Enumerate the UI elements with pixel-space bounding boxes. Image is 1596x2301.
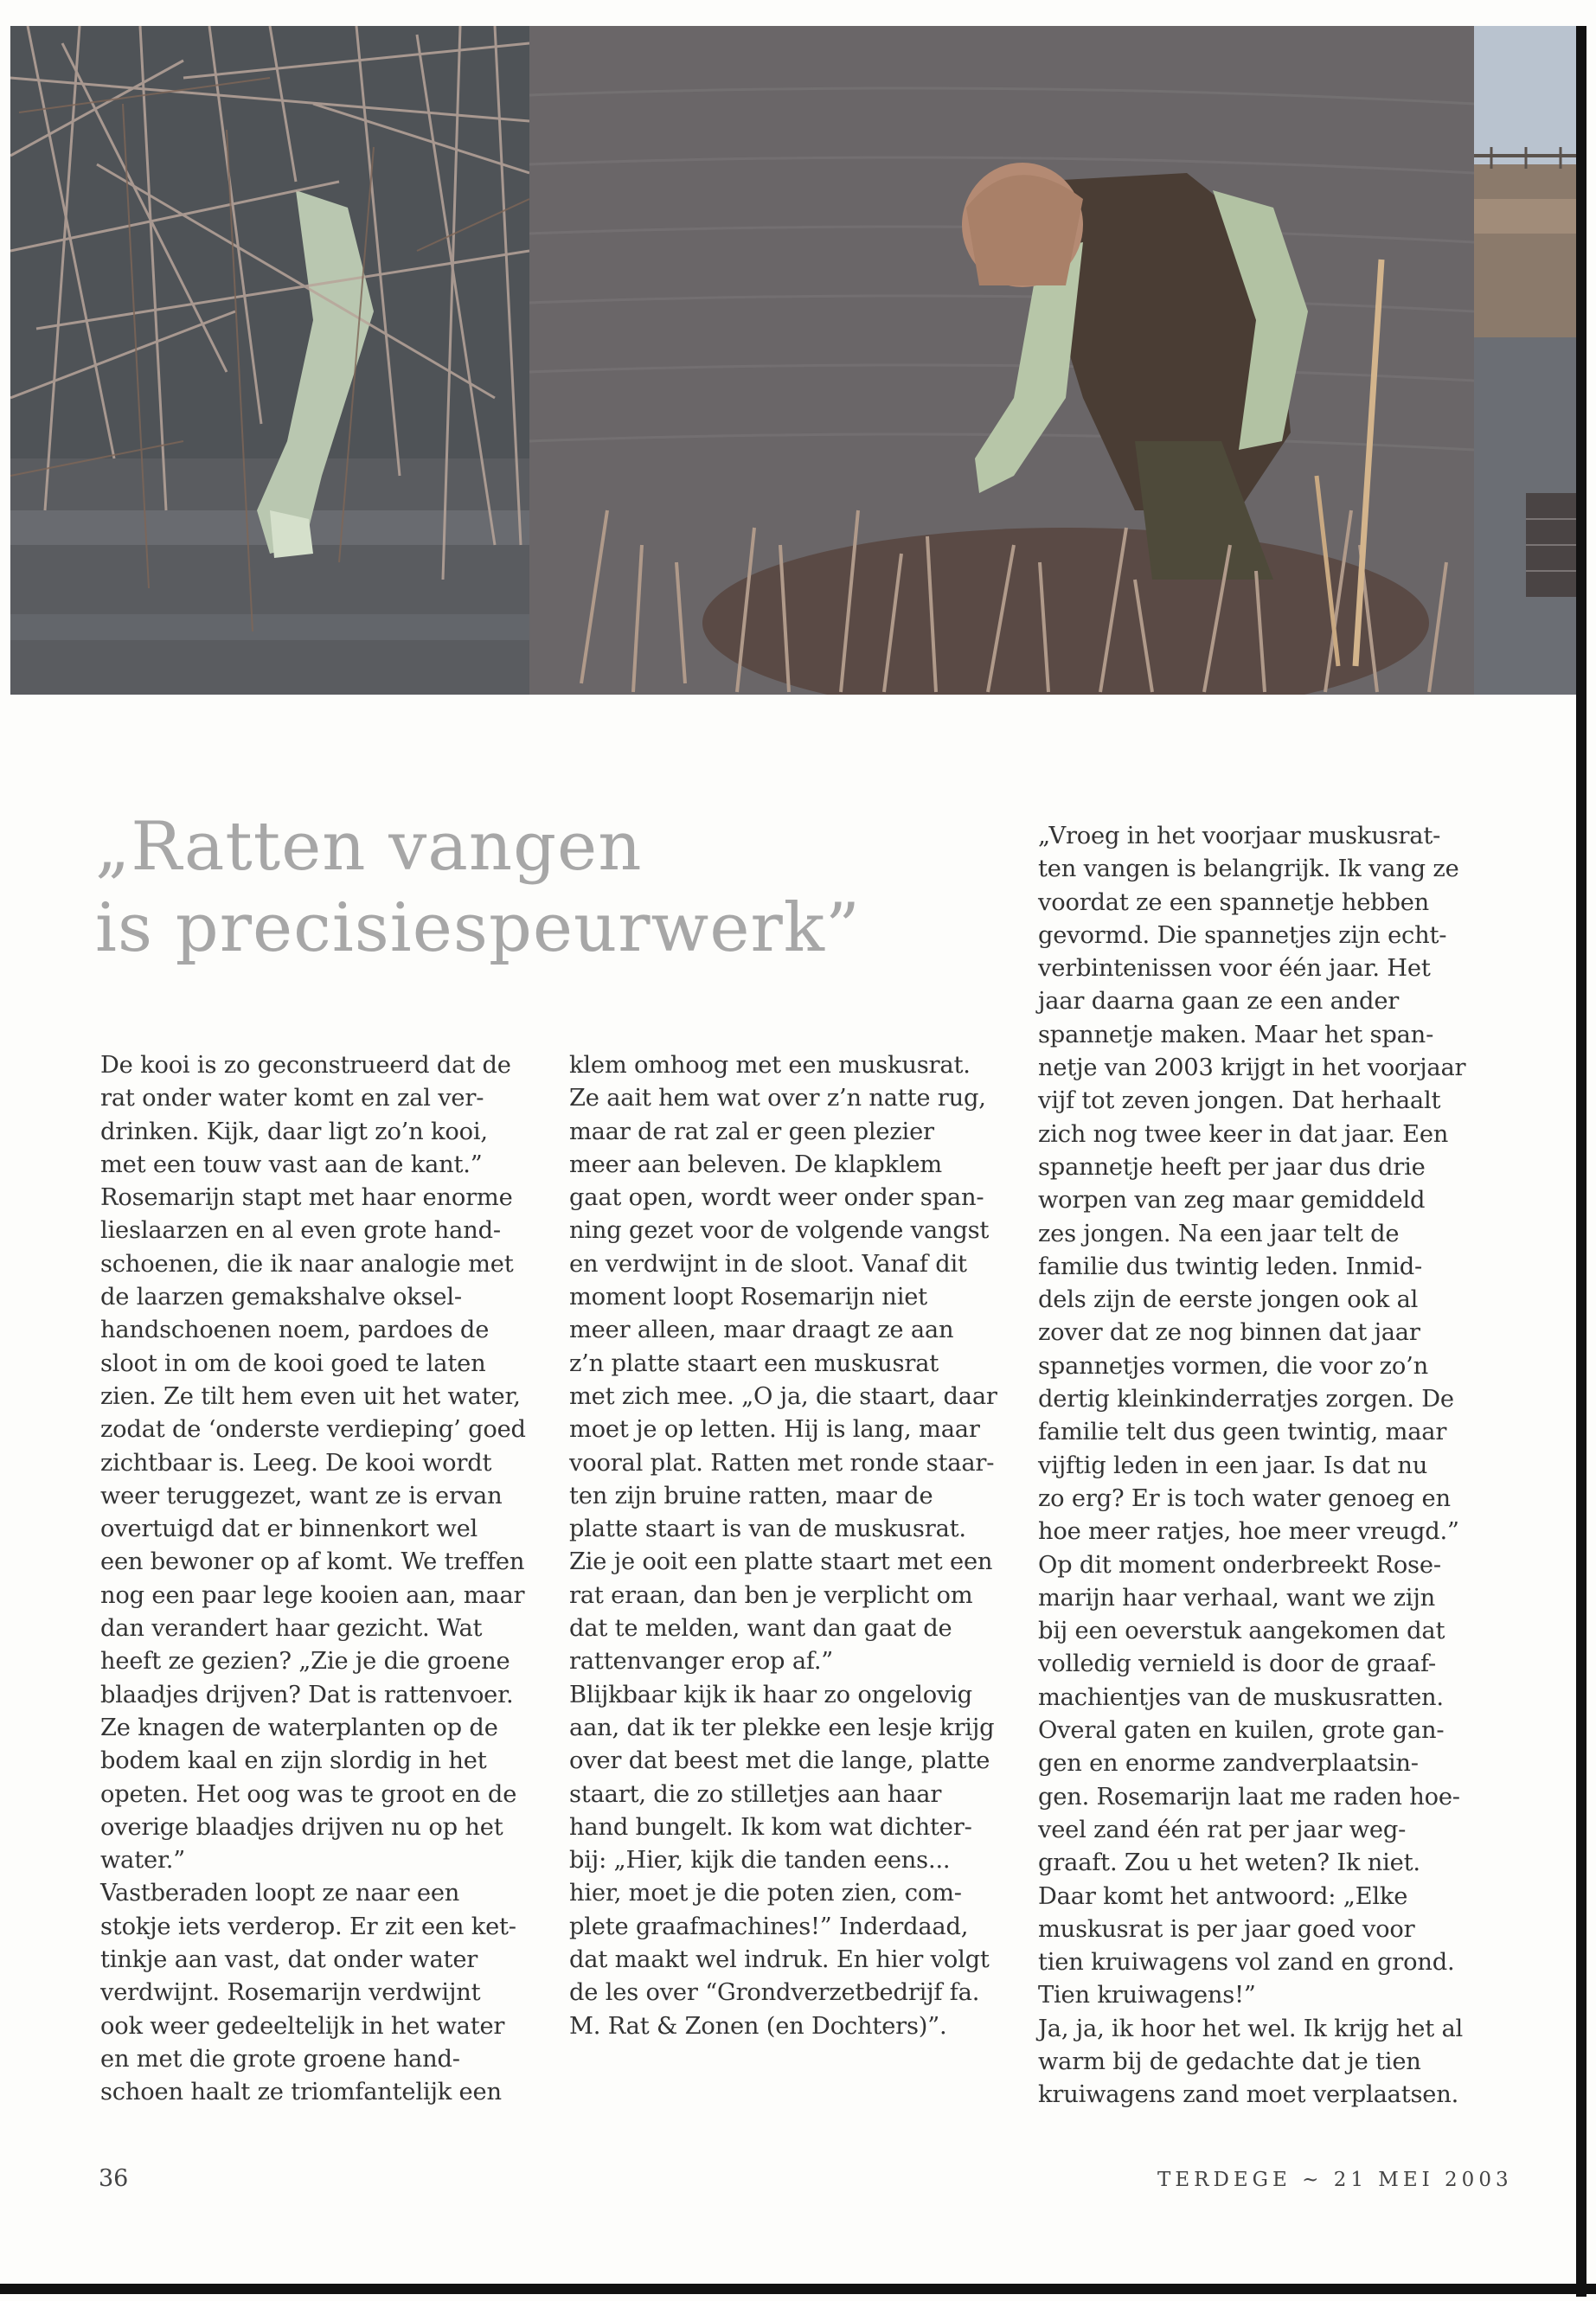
scan-edge-bottom [0,2284,1596,2294]
article-line: bij een oeverstuk aangekomen dat [1038,1618,1445,1645]
article-line: dan verandert haar gezicht. Wat [100,1615,483,1643]
headline-line-1: „Ratten vangen [95,808,643,886]
article-line: volledig vernield is door de graaf- [1038,1650,1437,1678]
article-line: platte staart is van de muskusrat. [569,1516,966,1543]
article-line: schoen haalt ze triomfantelijk een [100,2079,502,2106]
article-line: bodem kaal en zijn slordig in het [100,1747,487,1775]
article-line: vijftig leden in een jaar. Is dat nu [1038,1452,1428,1479]
article-line: dertig kleinkinderratjes zorgen. De [1038,1386,1454,1413]
article-line: tinkje aan vast, dat onder water [100,1946,478,1974]
article-line: en met die grote groene hand- [100,2045,460,2073]
article-line: warm bij de gedachte dat je tien [1038,2048,1421,2075]
article-line: rat onder water komt en zal ver- [100,1085,484,1112]
article-line: weer teruggezet, want ze is ervan [100,1482,503,1509]
photo-shoreline-with-trap [1474,26,1576,695]
article-headline [95,806,874,969]
article-line: muskusrat is per jaar goed voor [1038,1915,1415,1943]
article-line: veel zand één rat per jaar weg- [1038,1816,1407,1843]
article-line: rattenvanger erop af.” [569,1648,834,1676]
article-line: De kooi is zo geconstrueerd dat de [100,1052,511,1079]
article-line: sloot in om de kooi goed te laten [100,1349,486,1377]
article-line: schoenen, die ik naar analogie met [100,1250,514,1278]
article-line: vijf tot zeven jongen. Dat herhaalt [1038,1087,1441,1115]
text-column-3 [1038,820,1471,2112]
article-line: hoe meer ratjes, hoe meer vreugd.” [1038,1518,1459,1546]
article-line: Blijkbaar kijk ik haar zo ongelovig [569,1681,972,1708]
article-line: dels zijn de eerste jongen ook al [1038,1286,1419,1314]
article-line: rat eraan, dan ben je verplicht om [569,1581,973,1609]
article-line: heeft ze gezien? „Zie je die groene [100,1648,510,1676]
scan-edge-right [1576,26,1586,2297]
article-line: kruiwagens zand moet verplaatsen. [1038,2081,1459,2109]
article-line: machientjes van de muskusratten. [1038,1683,1444,1711]
article-line: dat maakt wel indruk. En hier volgt [569,1946,990,1974]
headline-line-2: is precisiespeurwerk” [95,889,861,967]
article-line: ning gezet voor de volgende vangst [569,1217,990,1245]
article-line: blaadjes drijven? Dat is rattenvoer. [100,1681,514,1708]
article-line: handschoenen noem, pardoes de [100,1317,490,1344]
article-line: gevormd. Die spannetjes zijn echt- [1038,921,1447,949]
article-line: plete graafmachines!” Inderdaad, [569,1913,969,1940]
article-line: over dat beest met die lange, platte [569,1747,990,1775]
article-line: met zich mee. „O ja, die staart, daar [569,1382,997,1410]
article-line: verbintenissen voor één jaar. Het [1038,955,1431,983]
article-line: hand bungelt. Ik kom wat dichter- [569,1813,972,1841]
page-number: 36 [99,2165,129,2192]
article-line: de les over “Grondverzetbedrijf fa. [569,1979,980,2007]
article-line: vooral plat. Ratten met ronde staar- [569,1449,995,1477]
article-line: met een touw vast aan de kant.” [100,1150,483,1178]
article-line: spannetje heeft per jaar dus drie [1038,1153,1426,1181]
article-line: meer aan beleven. De klapklem [569,1150,942,1178]
article-line: Vastberaden loopt ze naar een [100,1880,460,1907]
photo-woman-in-water [529,26,1474,695]
article-line: M. Rat & Zonen (en Dochters)”. [569,2012,947,2040]
article-line: zodat de ‘onderste verdieping’ goed [100,1416,526,1444]
article-line: gen en enorme zandverplaatsin- [1038,1750,1419,1778]
article-line: maar de rat zal er geen plezier [569,1118,934,1145]
article-line: zo erg? Er is toch water genoeg en [1038,1484,1451,1512]
text-column-1 [100,1049,533,2110]
article-line: Op dit moment onderbreekt Rose- [1038,1551,1441,1579]
article-line: marijn haar verhaal, want we zijn [1038,1584,1435,1612]
article-line: overige blaadjes drijven nu op het [100,1813,503,1841]
article-line: voordat ze een spannetje hebben [1038,888,1430,916]
article-line: bij: „Hier, kijk die tanden eens... [569,1847,951,1875]
photo-gloved-hand-in-reeds [10,26,529,695]
article-line: Daar komt het antwoord: „Elke [1038,1882,1408,1910]
article-line: meer alleen, maar draagt ze aan [569,1317,954,1344]
article-line: ten vangen is belangrijk. Ik vang ze [1038,856,1459,883]
article-line: tien kruiwagens vol zand en grond. [1038,1949,1455,1977]
article-line: Tien kruiwagens!” [1038,1982,1256,2009]
article-line: worpen van zeg maar gemiddeld [1038,1187,1426,1215]
article-line: familie telt dus geen twintig, maar [1038,1419,1447,1446]
article-line: zichtbaar is. Leeg. De kooi wordt [100,1449,492,1477]
article-line: drinken. Kijk, daar ligt zo’n kooi, [100,1118,488,1145]
article-line: overtuigd dat er binnenkort wel [100,1516,478,1543]
photo-strip [10,26,1576,695]
article-line: Ze knagen de waterplanten op de [100,1714,498,1741]
article-line: zich nog twee keer in dat jaar. Een [1038,1120,1449,1148]
article-line: opeten. Het oog was te groot en de [100,1780,517,1808]
article-line: zover dat ze nog binnen dat jaar [1038,1319,1420,1347]
article-line: aan, dat ik ter plekke een lesje krijg [569,1714,995,1741]
article-line: hier, moet je die poten zien, com- [569,1880,962,1907]
article-line: gaat open, wordt weer onder span- [569,1184,984,1212]
article-line: gen. Rosemarijn laat me raden hoe- [1038,1783,1460,1811]
article-line: verdwijnt. Rosemarijn verdwijnt [100,1979,481,2007]
article-line: water.” [100,1847,186,1875]
article-line: Rosemarijn stapt met haar enorme [100,1184,513,1212]
article-line: stokje iets verderop. Er zit een ket- [100,1913,516,1940]
article-line: z’n platte staart een muskusrat [569,1349,939,1377]
article-line: jaar daarna gaan ze een ander [1038,988,1400,1016]
article-line: graaft. Zou u het weten? Ik niet. [1038,1849,1420,1877]
article-line: de laarzen gemakshalve oksel- [100,1284,462,1311]
magazine-issue-footer: TERDEGE ~ 21 MEI 2003 [1157,2169,1513,2191]
article-line: zien. Ze tilt hem even uit het water, [100,1382,521,1410]
article-line: moet je op letten. Hij is lang, maar [569,1416,980,1444]
article-line: zes jongen. Na een jaar telt de [1038,1220,1400,1247]
text-column-2 [569,1049,1002,2043]
article-line: netje van 2003 krijgt in het voorjaar [1038,1054,1466,1082]
article-line: staart, die zo stilletjes aan haar [569,1780,942,1808]
article-line: klem omhoog met een muskusrat. [569,1052,971,1079]
article-line: en verdwijnt in de sloot. Vanaf dit [569,1250,967,1278]
article-line: „Vroeg in het voorjaar muskusrat- [1038,823,1441,849]
article-line: familie dus twintig leden. Inmid- [1038,1253,1423,1280]
article-line: Zie je ooit een platte staart met een [569,1548,993,1576]
article-line: een bewoner op af komt. We treffen [100,1548,525,1576]
article-line: Overal gaten en kuilen, grote gan- [1038,1717,1445,1745]
article-line: ten zijn bruine ratten, maar de [569,1482,933,1509]
article-line: nog een paar lege kooien aan, maar [100,1581,525,1609]
article-line: lieslaarzen en al even grote hand- [100,1217,501,1245]
article-line: Ze aait hem wat over z’n natte rug, [569,1085,986,1112]
article-line: ook weer gedeeltelijk in het water [100,2012,505,2040]
article-line: Ja, ja, ik hoor het wel. Ik krijg het al [1038,2015,1464,2042]
article-line: moment loopt Rosemarijn niet [569,1284,927,1311]
article-line: dat te melden, want dan gaat de [569,1615,952,1643]
article-line: spannetje maken. Maar het span- [1038,1021,1434,1048]
article-line: spannetjes vormen, die voor zo’n [1038,1352,1428,1380]
